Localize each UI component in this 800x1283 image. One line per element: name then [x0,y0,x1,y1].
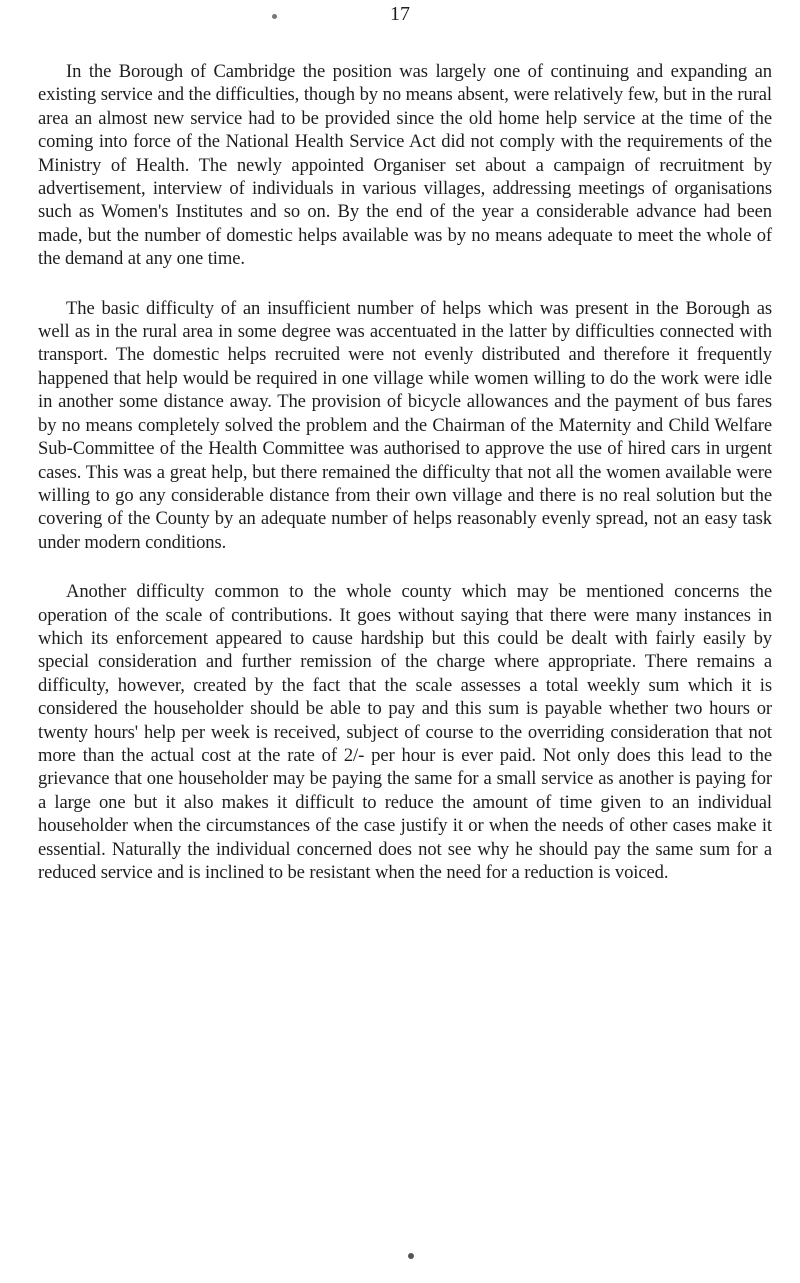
page-number: 17 [390,3,410,25]
paragraph-contribution-scale: Another difficulty common to the whole county which may be mentioned concerns the operation of the scale of contributions. It goes without saying that there were many instances in which its enforcement appeared to cause hardship but this could be dealt with fairly easily by special consideration and further remission of the charge where appropriate. There remains a difficulty, however, created by the fact that the scale assesses a total weekly sum which it is considered the householder should be able to pay and this sum is payable whether two hours or twenty hours' help per week is received, subject of course to the overriding consideration that not more than the actual cost at the rate of 2/- per hour is ever paid. Not only does this lead to the grievance that one householder may be paying the same for a small service as another is paying for a large one but it also makes it difficult to reduce the amount of time given to an individual householder when the circumstances of the case justify it or when the needs of other cases make it essential. Naturally the individual concerned does not see why he should pay the same sum for a reduced service and is inclined to be resistant when the need for a reduction is voiced. [38,581,772,883]
page-body [38,60,772,910]
paragraph-transport-difficulty: The basic difficulty of an insufficient number of helps which was present in the Borough as well as in the rural area in some degree was accentuated in the latter by difficulties connected with transport. The domestic helps recruited were not evenly distributed and therefore it frequently happened that help would be required in one village while women willing to do the work were idle in another some distance away. The provision of bicycle allowances and the payment of bus fares by no means completely solved the problem and the Chairman of the Maternity and Child Welfare Sub-Committee of the Health Committee was authorised to approve the use of hired cars in urgent cases. This was a great help, but there remained the difficulty that not all the women available were willing to go any considerable distance from their own village and there is no real solution but the covering of the County by an adequate number of helps reasonably evenly spread, not an easy task under modern conditions. [38,297,772,553]
scan-speck [408,1253,414,1259]
paragraph-borough-rural-service: In the Borough of Cambridge the position was largely one of continuing and expanding an existing service and the difficulties, though by no means absent, were relatively few, but in the rural area an almost new service had to be provided since the old home help service at the time of the coming into force of the National Health Service Act did not comply with the requirements of the Ministry of Health. The newly appointed Organiser set about a campaign of recruitment by advertisement, interview of individuals in various villages, addressing meetings of organisations such as Women's Institutes and so on. By the end of the year a considerable advance had been made, but the number of domestic helps available was by no means adequate to meet the whole of the demand at any one time. [38,61,772,270]
